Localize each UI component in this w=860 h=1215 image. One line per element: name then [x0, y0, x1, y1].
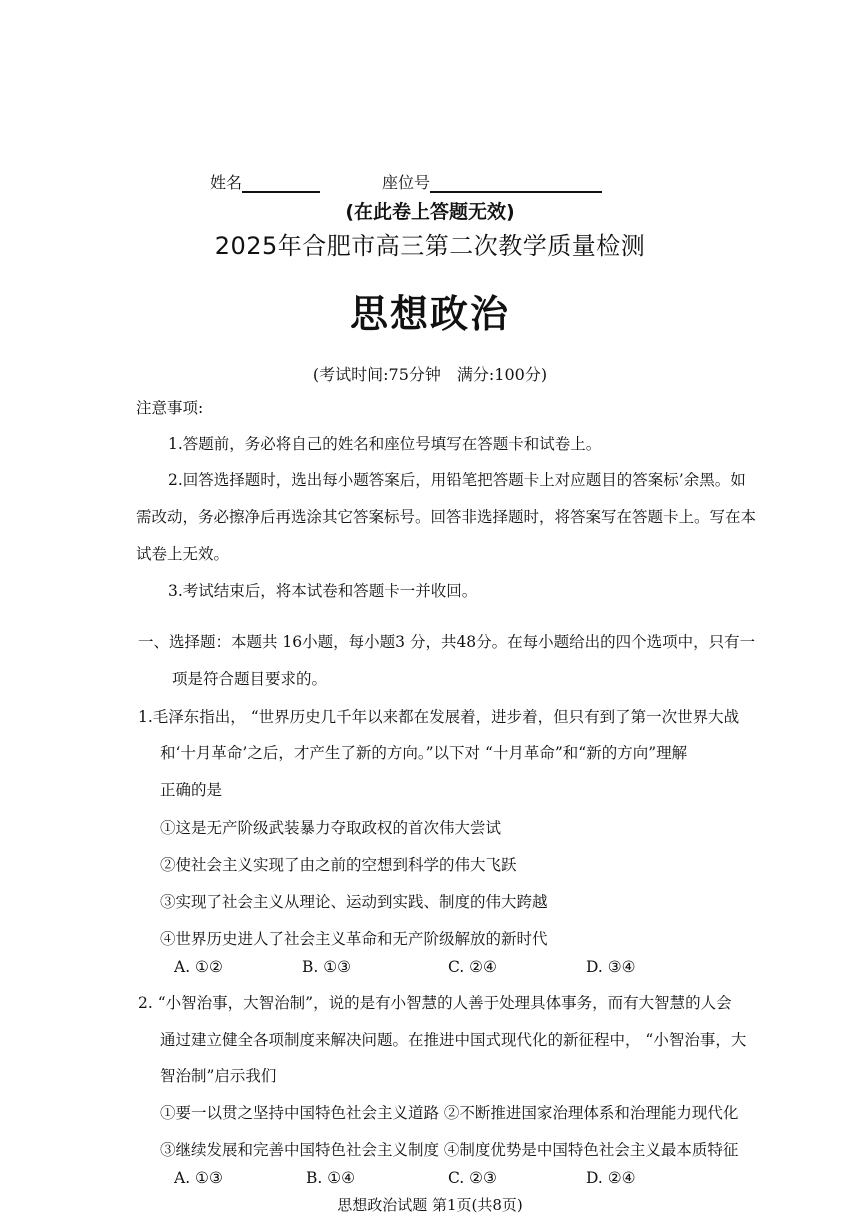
notice-item-2-line-2: 需改动，务必擦净后再选涂其它答案标号。回答非选择题时，将答案写在答题卡上。写在本 [136, 508, 757, 526]
q2-option-a[interactable]: A. ①③ [174, 1169, 223, 1187]
name-label: 姓名 [210, 173, 243, 192]
q1-option-d[interactable]: D. ③④ [586, 958, 636, 976]
q1-statement-2: ②使社会主义实现了由之前的空想到科学的伟大飞跃 [160, 856, 517, 874]
exam-meta: (考试时间:75分钟 满分:100分) [312, 365, 548, 384]
q1-options [0, 958, 860, 982]
page-footer: 思想政治试题 第1页(共8页) [337, 1196, 523, 1214]
seat-label: 座位号 [382, 173, 431, 192]
q1-stem-line-3: 正确的是 [160, 781, 223, 799]
student-info-row [210, 170, 602, 193]
q2-option-b[interactable]: B. ①④ [306, 1169, 356, 1187]
notice-item-2-line-1: 2.回答选择题时，选出每小题答案后，用铅笔把答题卡上对应题目的答案标’余黑。如 [168, 471, 746, 489]
notice-item-1: 1.答题前，务必将自己的姓名和座位号填写在答题卡和试卷上。 [168, 435, 602, 453]
notice-item-3: 3.考试结束后，将本试卷和答题卡一并收回。 [168, 582, 478, 600]
q2-option-d[interactable]: D. ②④ [586, 1169, 636, 1187]
name-blank [242, 174, 320, 193]
q2-statements-3-4: ③继续发展和完善中国特色社会主义制度 ④制度优势是中国特色社会主义最本质特征 [160, 1141, 739, 1159]
q1-statement-4: ④世界历史进人了社会主义革命和无产阶级解放的新时代 [160, 930, 548, 948]
q1-statement-1: ①这是无产阶级武装暴力夺取政权的首次伟大尝试 [160, 819, 502, 837]
q2-options [0, 1169, 860, 1193]
q2-option-c[interactable]: C. ②③ [448, 1169, 497, 1187]
section-1-line-2: 项是符合题目要求的。 [172, 670, 328, 688]
q1-option-a[interactable]: A. ①② [174, 958, 223, 976]
notice-title: 注意事项: [136, 399, 204, 417]
notice-item-2-line-3: 试卷上无效。 [136, 545, 230, 563]
q1-stem-line-1: 1.毛泽东指出， “世界历史几千年以来都在发展着，进步着，但只有到了第一次世界大战 [138, 708, 740, 726]
q2-stem-line-2: 通过建立健全各项制度来解决问题。在推进中国式现代化的新征程中， “小智治事，大 [160, 1031, 747, 1049]
q1-option-b[interactable]: B. ①③ [302, 958, 352, 976]
q1-statement-3: ③实现了社会主义从理论、运动到实践、制度的伟大跨越 [160, 893, 548, 911]
q1-stem-line-2: 和‘十月革命’之后，才产生了新的方向。”以下对 “十月革命”和“新的方向”理解 [160, 744, 688, 762]
invalid-answer-note: (在此卷上答题无效) [345, 201, 515, 223]
q1-option-c[interactable]: C. ②④ [448, 958, 497, 976]
section-1-line-1: 一、选择题：本题共 16小题，每小题3 分，共48分。在每小题给出的四个选项中，只有一 [138, 633, 756, 651]
seat-blank [430, 174, 602, 193]
q2-stem-line-1: 2. “小智治事，大智治制”，说的是有小智慧的人善于处理具体事务，而有大智慧的人会 [138, 994, 732, 1012]
subject-title: 思想政治 [349, 292, 510, 336]
q2-statements-1-2: ①要一以贯之坚持中国特色社会主义道路 ②不断推进国家治理体系和治理能力现代化 [160, 1104, 739, 1122]
q2-stem-line-3: 智治制”启示我们 [160, 1067, 277, 1085]
exam-title: 2025年合肥市高三第二次教学质量检测 [214, 232, 646, 260]
